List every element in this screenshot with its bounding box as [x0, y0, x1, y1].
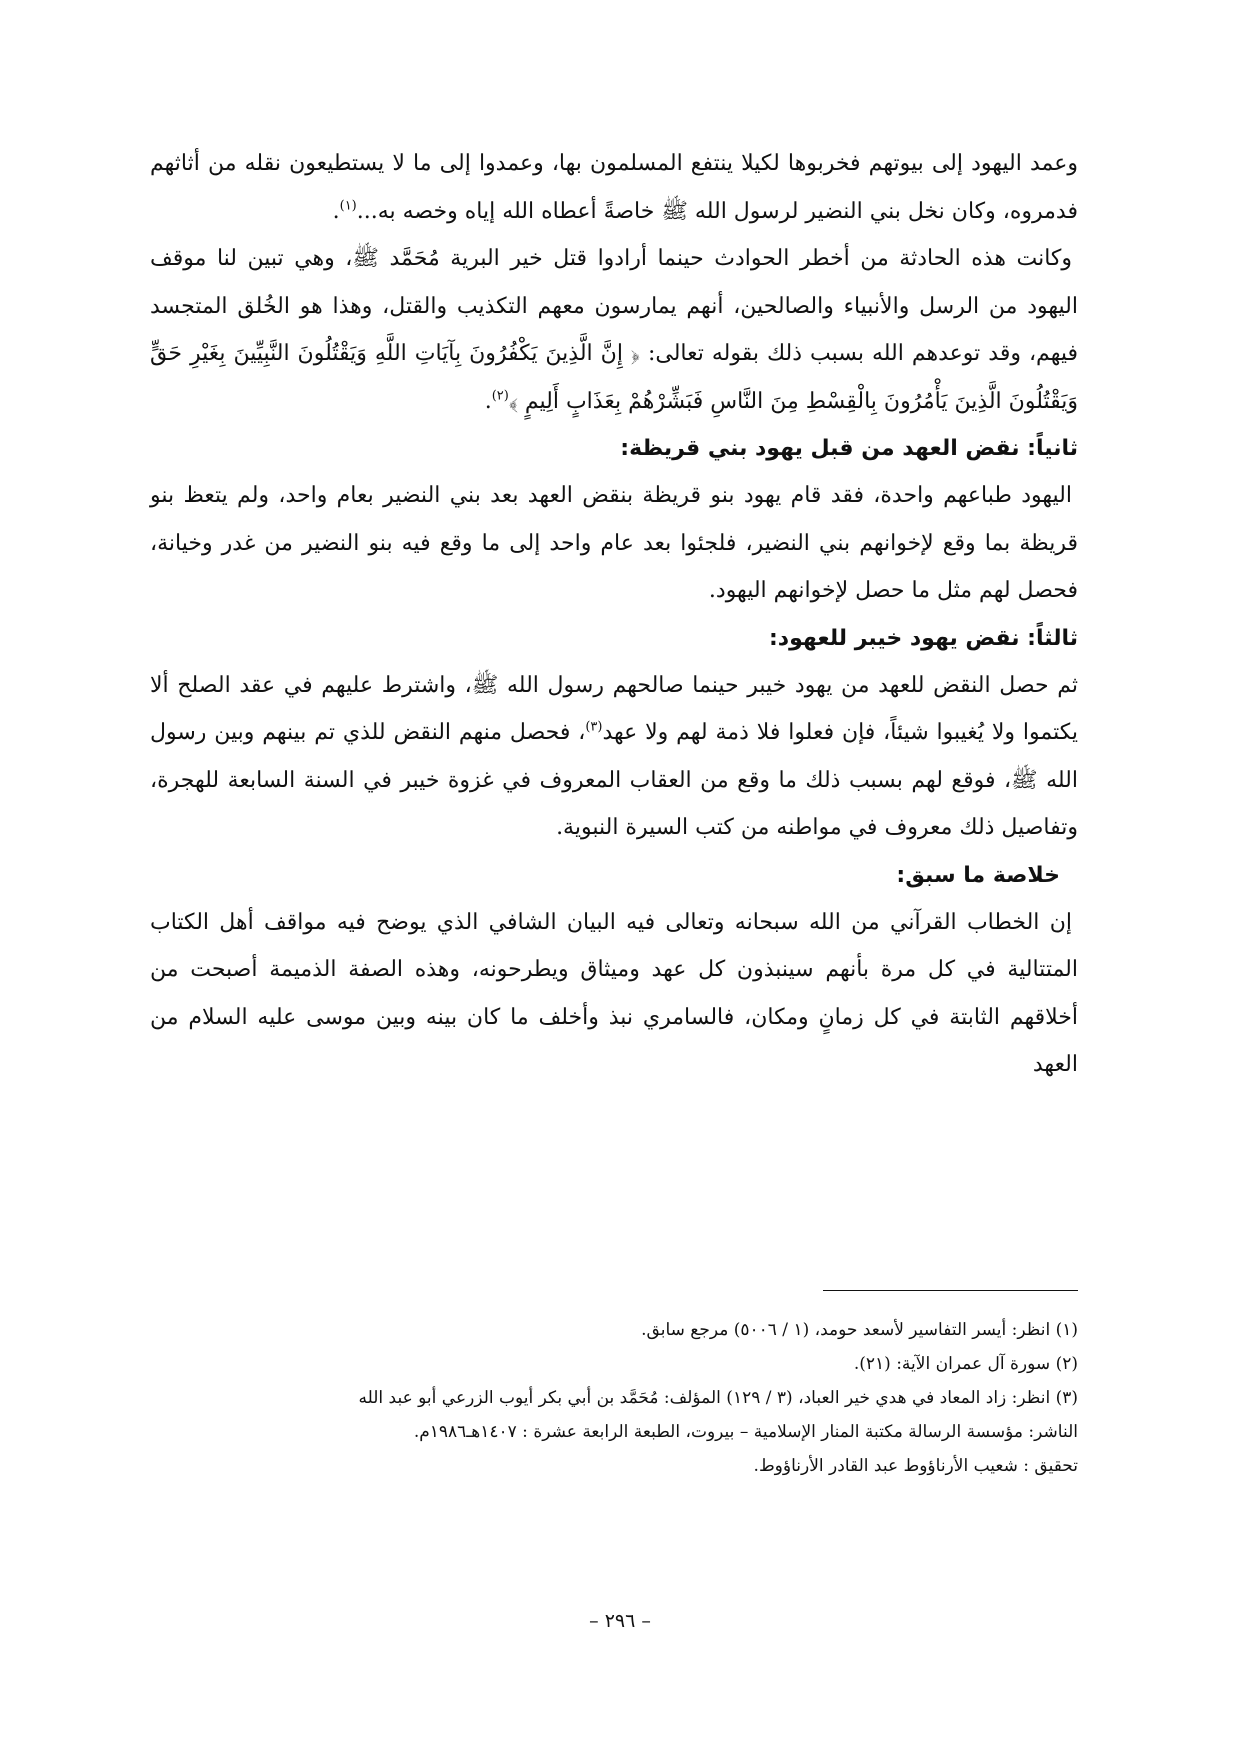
paragraph-4-text-a: ثم حصل النقض للعهد من يهود خيبر حينما صالحهم رسول الله ﷺ، واشترط عليهم في عقد الصلح ألا يكتموا ولا يُغيبوا شيئاً، فإن فعلوا فلا ذمة لهم ولا عهد	[150, 672, 1078, 745]
footnote-ref-2[interactable]: (٢)	[491, 388, 509, 404]
paragraph-2-text: وكانت هذه الحادثة من أخطر الحوادث حينما أرادوا قتل خير البرية مُحَمَّد ﷺ، وهي تبين لنا موقف اليهود من الرسل والأنبياء والصالحين، أنهم يمارسون معهم التكذيب والقتل، وهذا هو الخُلق المتجسد فيهم، وقد توعدهم الله بسبب ذلك بقوله تعالى: ﴿ إِنَّ الَّذِينَ يَكْفُرُونَ بِآيَاتِ اللَّهِ وَيَقْتُلُونَ النَّبِيِّينَ بِغَيْرِ حَقٍّ وَيَقْتُلُونَ الَّذِينَ يَأْمُرُونَ بِالْقِسْطِ مِنَ النَّاسِ فَبَشِّرْهُمْ بِعَذَابٍ أَلِيمٍ ﴾	[150, 246, 1078, 414]
footnote-3: (٣) انظر: زاد المعاد في هدي خير العباد، (٣ / ١٢٩) المؤلف: مُحَمَّد بن أبي بكر أيوب الزرعي أبو عبد الله	[358, 1388, 1078, 1408]
paragraph-1-end: .	[332, 198, 340, 224]
paragraph-2	[150, 235, 1078, 425]
section-heading-2: ثانياً: نقض العهد من قبل يهود بني قريظة:	[620, 436, 1078, 461]
footnote-2: (٢) سورة آل عمران الآية: (٢١).	[853, 1354, 1078, 1374]
paragraph-4	[150, 662, 1078, 852]
paragraph-1-text: وعمد اليهود إلى بيوتهم فخربوها لكيلا ينتفع المسلمون بها، وعمدوا إلى ما لا يستطيعون نقله من أثاثهم فدمروه، وكان نخل بني النضير لرسول الله ﷺ خاصةً أعطاه الله إياه وخصه به...	[150, 151, 1078, 224]
paragraph-2-end: .	[484, 388, 492, 414]
footnotes-section	[150, 1290, 1078, 1483]
footnote-3-publisher: الناشر: مؤسسة الرسالة مكتبة المنار الإسلامية – بيروت، الطبعة الرابعة عشرة : ١٤٠٧هـ١٩٨٦م.	[413, 1422, 1078, 1442]
paragraph-1	[150, 140, 1078, 235]
summary-heading: خلاصة ما سبق:	[896, 862, 1060, 888]
section-heading-3: ثالثاً: نقض يهود خيبر للعهود:	[769, 625, 1078, 651]
paragraph-5: إن الخطاب القرآني من الله سبحانه وتعالى فيه البيان الشافي الذي يوضح فيه مواقف أهل الكتاب المتتالية في كل مرة بأنهم سينبذون كل عهد وميثاق ويطرحونه، وهذه الصفة الذميمة أصبحت من أخلاقهم الثابتة في كل زمانٍ ومكان، فالسامري نبذ وأخلف ما كان بينه وبين موسى عليه السلام من العهد	[150, 909, 1078, 1077]
page-number: – ٢٩٦ –	[589, 1610, 651, 1632]
footnote-ref-3[interactable]: (٣)	[585, 719, 603, 735]
footnote-divider	[823, 1290, 1078, 1291]
footnote-ref-1[interactable]: (١)	[339, 198, 357, 214]
page-body	[150, 140, 1078, 1089]
footnote-1: (١) انظر: أيسر التفاسير لأسعد حومد، (١ / ٥٠٠٦) مرجع سابق.	[641, 1320, 1078, 1340]
paragraph-3: اليهود طباعهم واحدة، فقد قام يهود بنو قريظة بنقض العهد بعد بني النضير بعام واحد، ولم يتعظ بنو قريظة بما وقع لإخوانهم بني النضير، فلجئوا بعد عام واحد إلى ما وقع فيه بنو النضير من غدر وخيانة، فحصل لهم مثل ما حصل لإخوانهم اليهود.	[150, 483, 1078, 603]
paragraph-4-text-b: ، فحصل منهم النقض للذي تم بينهم وبين رسول الله ﷺ، فوقع لهم بسبب ذلك ما وقع من العقاب المعروف في غزوة خيبر في السنة السابعة للهجرة، وتفاصيل ذلك معروف في مواطنه من كتب السيرة النبوية.	[150, 720, 1078, 840]
footnote-3-editors: تحقيق : شعيب الأرناؤوط عبد القادر الأرناؤوط.	[753, 1456, 1078, 1476]
